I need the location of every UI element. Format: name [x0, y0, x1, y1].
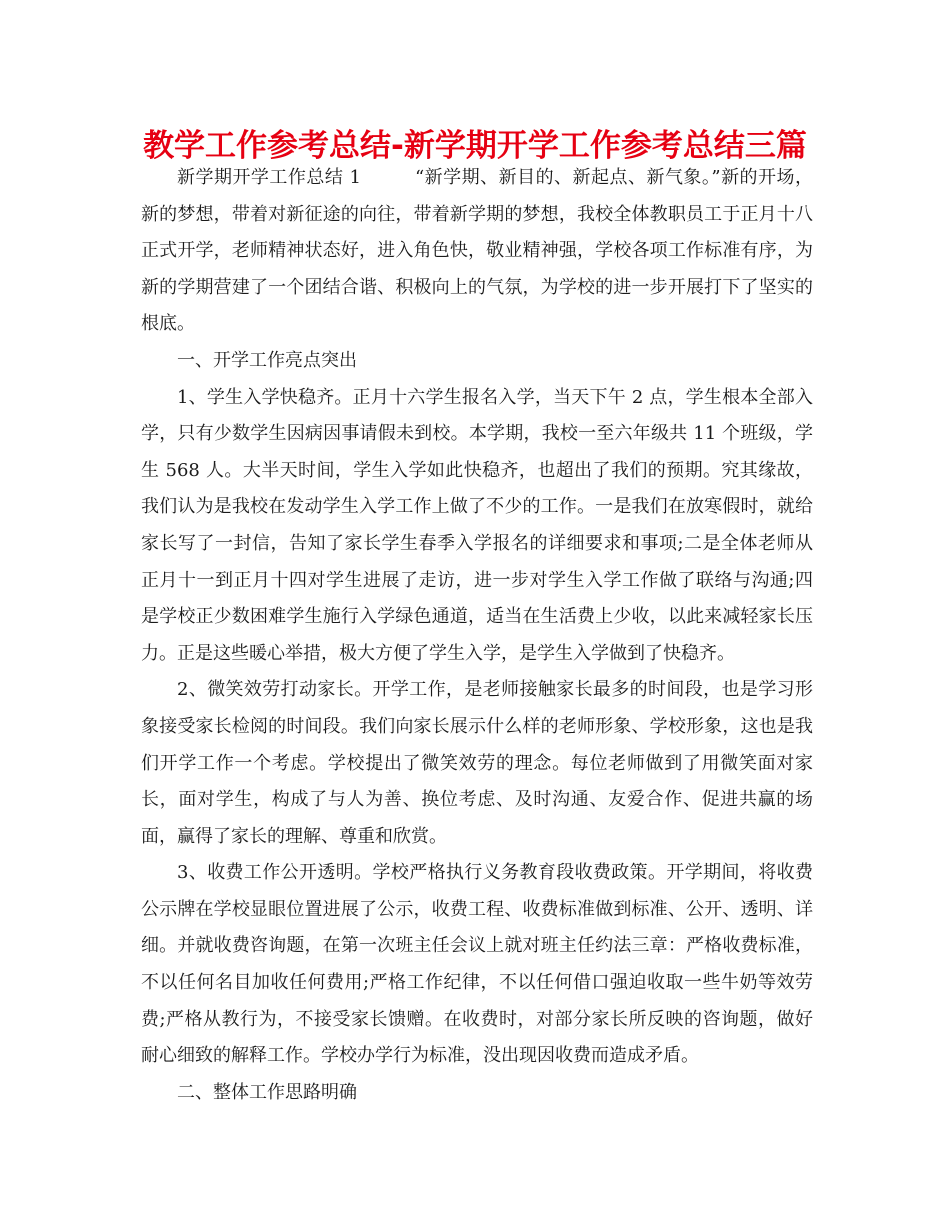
paragraph: 3、收费工作公开透明。学校严格执行义务教育段收费政策。开学期间，将收费公示牌在学校显眼位置进展了公示，收费工程、收费标准做到标准、公开、透明、详细。并就收费咨询题，在第一次班主任会议上就对班主任约法三章：严格收费标准，不以任何名目加收任何费用;严格工作纪律，不以任何借口强迫收取一些牛奶等效劳费;严格从教行为，不接受家长馈赠。在收费时，对部分家长所反映的咨询题，做好耐心细致的解释工作。学校办学行为标准，没出现因收费而造成矛盾。: [141, 862, 813, 1067]
paragraph-text: “新学期、新目的、新起点、新气象。”新的开场，新的梦想，带着对新征途的向往，带着新学期的梦想，我校全体教职员工于正月十八正式开学，老师精神状态好，进入角色快，敬业精神强，学校各项工作标准有序，为新的学期营建了一个团结合谐、积极向上的气氛，为学校的进一步开展打下了坚实的根底。: [141, 167, 813, 335]
document-body: [141, 160, 813, 1111]
paragraph: 2、微笑效劳打动家长。开学工作，是老师接触家长最多的时间段，也是学习形象接受家长检阅的时间段。我们向家长展示什么样的老师形象、学校形象，这也是我们开学工作一个考虑。学校提出了微笑效劳的理念。每位老师做到了用微笑面对家长，面对学生，构成了与人为善、换位考虑、及时沟通、友爱合作、促进共赢的场面，赢得了家长的理解、尊重和欣赏。: [141, 679, 813, 847]
paragraph-intro: [141, 160, 813, 343]
paragraph: 1、学生入学快稳齐。正月十六学生报名入学，当天下午 2 点，学生根本全部入学，只有少数学生因病因事请假未到校。本学期，我校一至六年级共 11 个班级，学生 568 人。大半天时间，学生入学如此快稳齐，也超出了我们的预期。究其缘故，我们认为是我校在发动学生入学工作上做了不少的工作。一是我们在放寒假时，就给家长写了一封信，告知了家长学生春季入学报名的详细要求和事项;二是全体老师从正月十一到正月十四对学生进展了走访，进一步对学生入学工作做了联络与沟通;四是学校正少数困难学生施行入学绿色通道，适当在生活费上少收，以此来减轻家长压力。正是这些暖心举措，极大方便了学生入学，是学生入学做到了快稳齐。: [141, 386, 813, 664]
intro-label: 新学期开学工作总结 1: [177, 167, 361, 188]
document-title: 教学工作参考总结-新学期开学工作参考总结三篇: [143, 128, 807, 164]
section-heading: 二、整体工作思路明确: [177, 1081, 357, 1103]
section-heading: 一、开学工作亮点突出: [177, 349, 357, 371]
